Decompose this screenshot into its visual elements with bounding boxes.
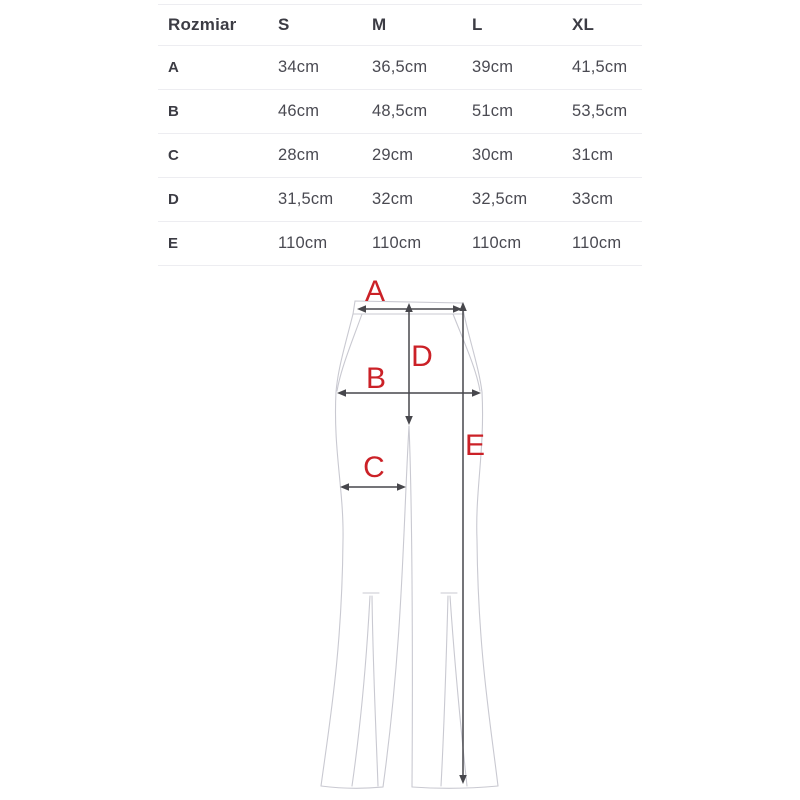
cell-value: 29cm xyxy=(372,146,414,164)
cell-value: 46cm xyxy=(278,102,320,120)
cell-value: 51cm xyxy=(472,102,514,120)
cell-value: 32,5cm xyxy=(472,190,528,208)
row-label: C xyxy=(168,147,179,164)
right-hem xyxy=(412,786,498,788)
cell-value: 39cm xyxy=(472,58,514,76)
cell-value: 110cm xyxy=(372,234,422,252)
left-slit xyxy=(352,593,379,786)
row-label: A xyxy=(168,59,179,76)
right-inner-seam xyxy=(409,426,412,787)
cell-value: 53,5cm xyxy=(572,102,628,120)
cell-value: 36,5cm xyxy=(372,58,428,76)
column-header-s: S xyxy=(278,15,290,34)
cell-value: 110cm xyxy=(572,234,622,252)
left-outer-seam xyxy=(321,314,353,786)
cell-value: 30cm xyxy=(472,146,514,164)
label-d: D xyxy=(411,340,433,373)
cell-value: 48,5cm xyxy=(372,102,428,120)
label-b: B xyxy=(365,362,387,395)
cell-value: 31cm xyxy=(572,146,614,164)
row-label: B xyxy=(168,103,179,120)
column-header-m: M xyxy=(372,15,387,34)
cell-value: 28cm xyxy=(278,146,320,164)
column-header-rozmiar: Rozmiar xyxy=(168,15,237,34)
column-header-l: L xyxy=(472,15,483,34)
cell-value: 110cm xyxy=(278,234,328,252)
measurement-labels xyxy=(363,275,485,484)
label-e: E xyxy=(464,429,486,462)
cell-value: 32cm xyxy=(372,190,414,208)
cell-value: 34cm xyxy=(278,58,320,76)
label-c: C xyxy=(363,451,385,484)
cell-value: 110cm xyxy=(472,234,522,252)
cell-value: 41,5cm xyxy=(572,58,628,76)
column-header-xl: XL xyxy=(572,15,595,34)
cell-value: 31,5cm xyxy=(278,190,334,208)
right-outer-seam xyxy=(464,314,498,786)
row-label: D xyxy=(168,191,179,208)
label-a: A xyxy=(364,275,386,308)
row-label: E xyxy=(168,235,179,252)
cell-value: 33cm xyxy=(572,190,614,208)
left-inner-seam xyxy=(383,426,409,787)
